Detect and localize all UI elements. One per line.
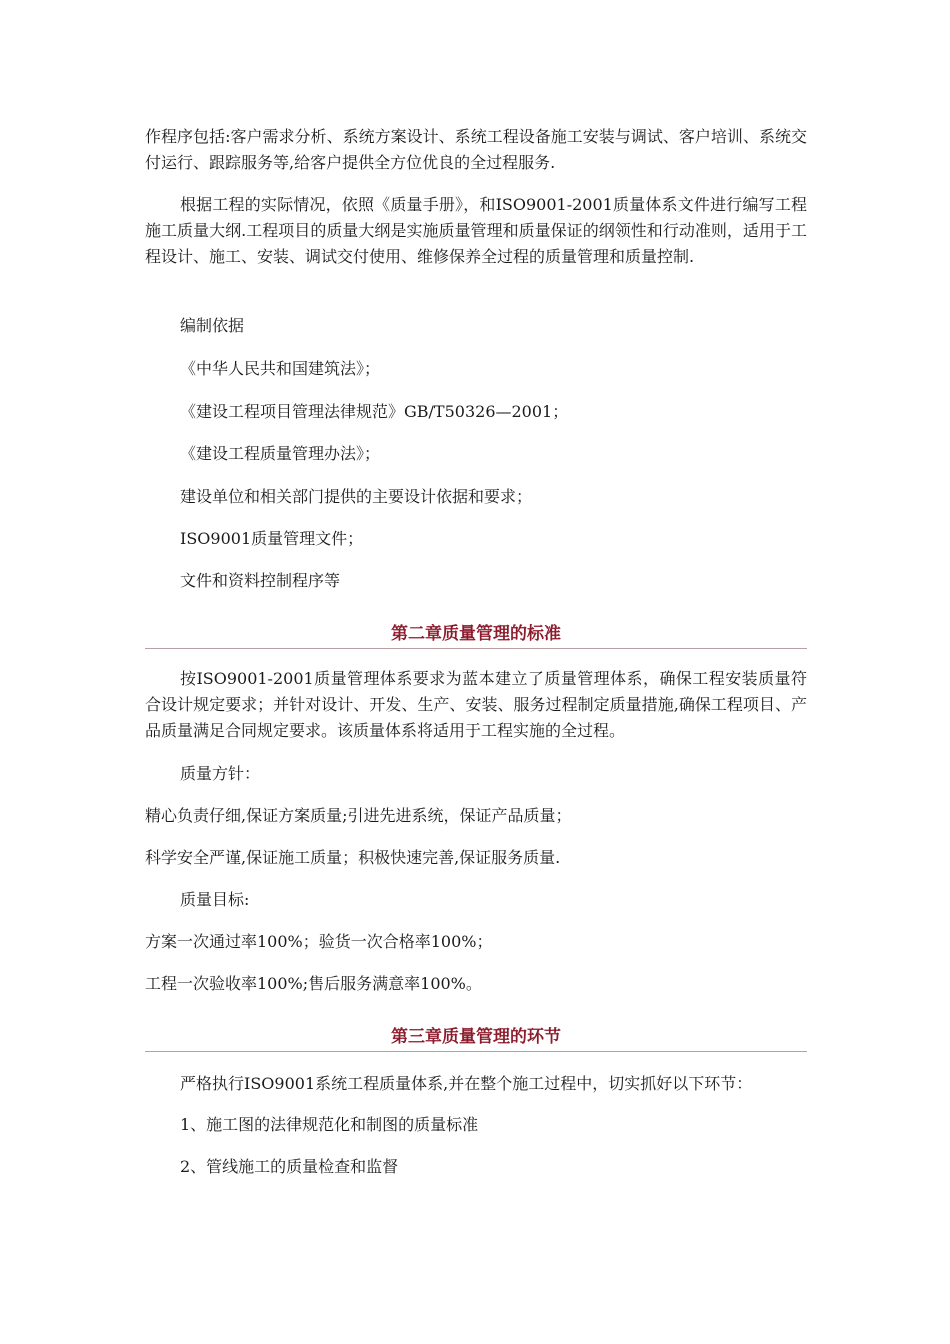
basis-item: 《中华人民共和国建筑法》； (180, 359, 381, 378)
chapter-2-divider (145, 648, 807, 649)
basis-title: 编制依据 (180, 316, 245, 335)
chapter-3-intro: 严格执行ISO9001系统工程质量体系,并在整个施工过程中，切实抓好以下环节： (180, 1074, 753, 1093)
quality-policy-item: 科学安全严谨,保证施工质量；积极快速完善,保证服务质量. (145, 848, 561, 867)
basis-item: 建设单位和相关部门提供的主要设计依据和要求； (180, 487, 533, 506)
chapter-2-title: 第二章质量管理的标准 (391, 624, 561, 644)
quality-link-item: 1、施工图的法律规范化和制图的质量标准 (180, 1115, 479, 1134)
chapter-3-title: 第三章质量管理的环节 (391, 1027, 561, 1047)
basis-item: 《建设工程项目管理法律规范》GB/T50326—2001； (180, 402, 569, 421)
basis-item: ISO9001质量管理文件； (180, 529, 364, 548)
paragraph-quality-outline: 根据工程的实际情况，依照《质量手册》，和ISO9001-2001质量体系文件进行编写工程施工质量大纲.工程项目的质量大纲是实施质量管理和质量保证的纲领性和行动准则，适用于工程设计、施工、安装、调试交付使用、维修保养全过程的质量管理和质量控制. (145, 195, 807, 266)
quality-goal-item: 工程一次验收率100%;售后服务满意率100%。 (145, 974, 482, 993)
quality-policy-title: 质量方针： (180, 764, 261, 783)
paragraph-service-process: 作程序包括:客户需求分析、系统方案设计、系统工程设备施工安装与调试、客户培训、系统交付运行、跟踪服务等,给客户提供全方位优良的全过程服务. (145, 127, 807, 172)
quality-policy-item: 精心负责仔细,保证方案质量;引进先进系统，保证产品质量； (145, 806, 572, 825)
basis-item: 文件和资料控制程序等 (180, 571, 341, 590)
quality-goal-item: 方案一次通过率100%；验货一次合格率100%； (145, 932, 493, 951)
chapter-3-divider (145, 1051, 807, 1052)
quality-goal-title: 质量目标: (180, 890, 250, 909)
basis-item: 《建设工程质量管理办法》； (180, 444, 381, 463)
chapter-2-intro: 按ISO9001-2001质量管理体系要求为蓝本建立了质量管理体系，确保工程安装质量符合设计规定要求；并针对设计、开发、生产、安装、服务过程制定质量措施,确保工程项目、产品质量满足合同规定要求。该质量体系将适用于工程实施的全过程。 (145, 669, 807, 740)
quality-link-item: 2、管线施工的质量检查和监督 (180, 1157, 399, 1176)
